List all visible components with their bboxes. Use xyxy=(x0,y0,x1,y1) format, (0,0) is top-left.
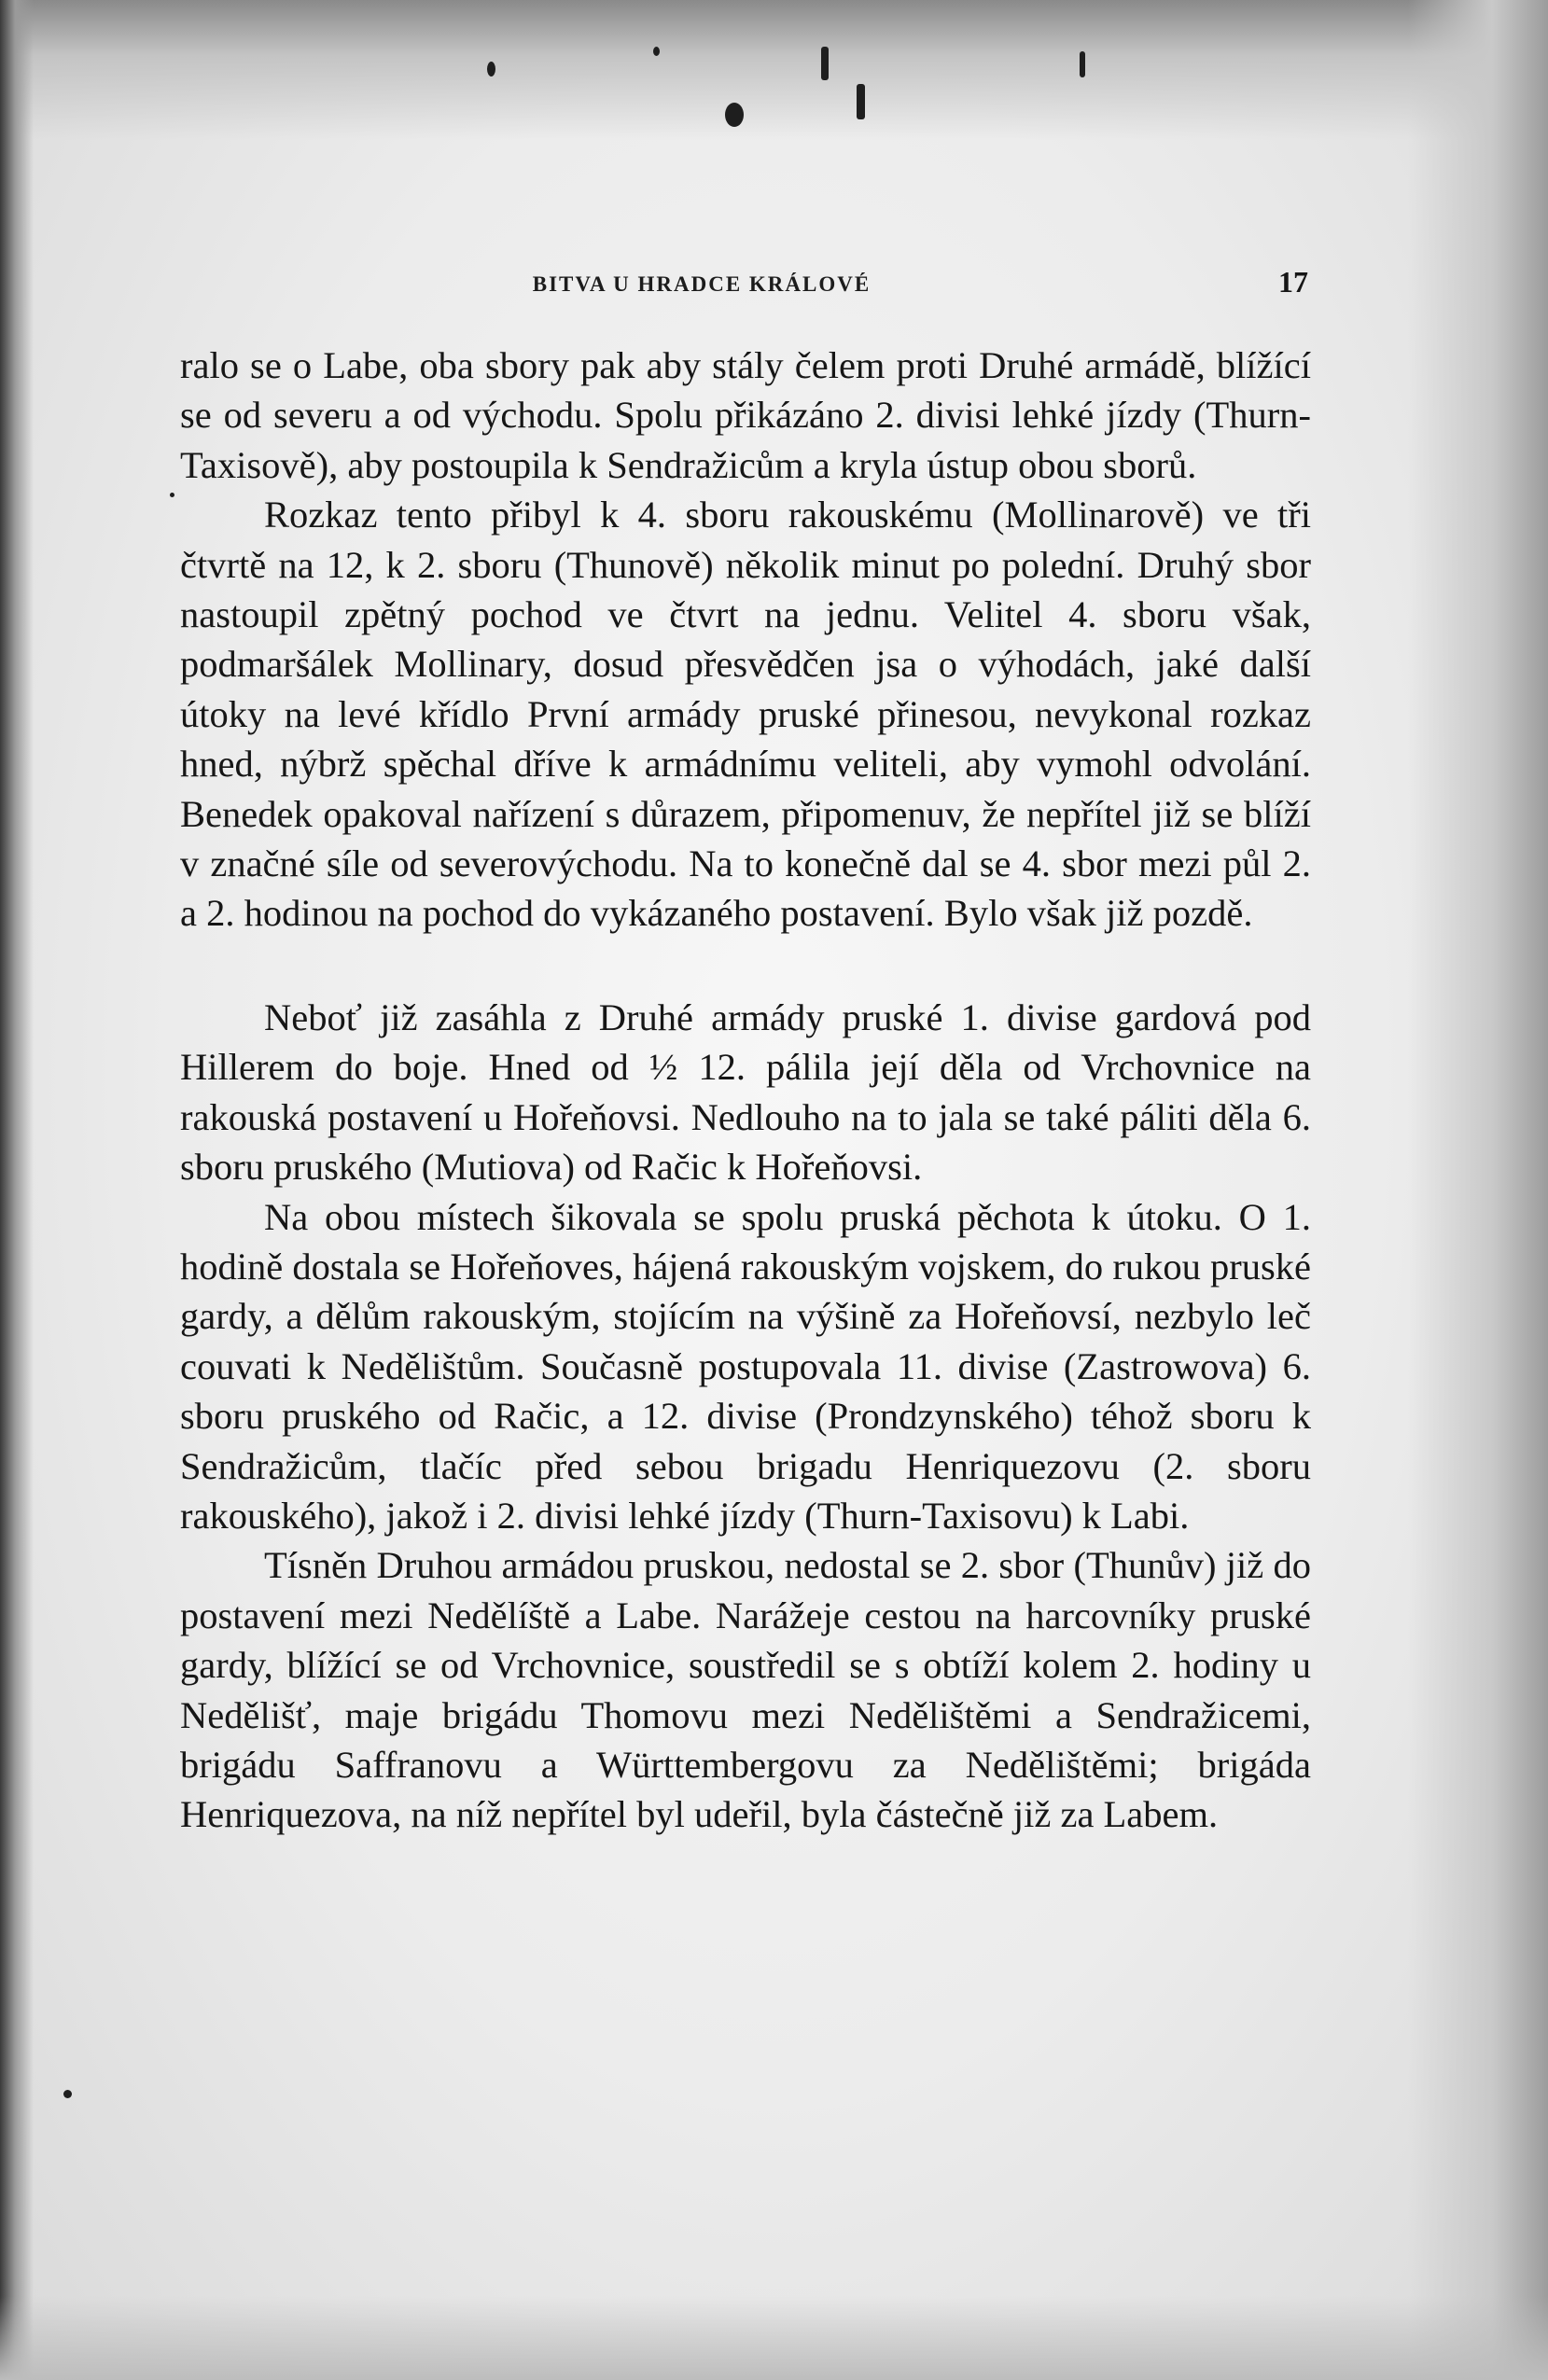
ink-speck xyxy=(170,493,174,497)
ink-speck xyxy=(857,84,865,119)
body-text xyxy=(180,341,1311,1840)
page-header xyxy=(177,267,1316,304)
paragraph: ralo se o Labe, oba sbory pak aby stály čelem proti Druhé armádě, blížící se od severu a od východu. Spolu přikázáno 2. divisi lehké jízdy (Thurn-Taxisově), aby postoupila k Sendražicům a kryla ústup obou sborů. xyxy=(180,344,1311,486)
running-title: BITVA U HRADCE KRÁLOVÉ xyxy=(532,272,872,296)
ink-speck xyxy=(653,47,660,56)
scan-shadow-right xyxy=(1408,0,1548,2380)
scan-shadow-bottom xyxy=(0,2296,1548,2380)
scan-shadow-top xyxy=(0,0,1548,140)
scan-shadow-left xyxy=(0,0,34,2380)
ink-speck xyxy=(821,47,829,80)
paragraph: Neboť již zasáhla z Druhé armády pruské 1. divise gardová pod Hillerem do boje. Hned od ½ 12. pálila její děla od Vrchovnice na rakouská postavení u Hořeňovsi. Nedlouho na to jala se také páliti děla 6. sboru pruského (Mutiova) od Račic k Hořeňovsi. xyxy=(180,995,1311,1189)
paragraph: Rozkaz tento přibyl k 4. sboru rakouskému (Mollinarově) ve tři čtvrtě na 12, k 2. sboru (Thunově) několik minut po polední. Druhý sbor nastoupil zpětný pochod ve čtvrt na jednu. Velitel 4. sboru však, podmaršálek Mollinary, dosud přesvědčen jsa o výhodách, jaké další útoky na levé křídlo První armády pruské přinesou, nevykonal rozkaz hned, nýbrž spěchal dříve k armádnímu veliteli, aby vymohl odvolání. Benedek opakoval nařízení s důrazem, připomenuv, že nepřítel již se blíží v značné síle od severovýchodu. Na to konečně dal se 4. sbor mezi půl 2. a 2. hodinou na pochod do vykázaného postavení. Bylo však již pozdě. xyxy=(180,494,1311,935)
paragraph: Tísněn Druhou armádou pruskou, nedostal se 2. sbor (Thunův) již do postavení mezi Nedělíště a Labe. Narážeje cestou na harcovníky pruské gardy, blížící se od Vrchovnice, soustředil se s obtíží kolem 2. hodiny u Nedělišť, maje brigádu Thomovu mezi Nedělištěmi a Sendražicemi, brigádu Saffranovu a Württembergovu za Nedělištěmi; brigáda Henriquezova, na níž nepřítel byl udeřil, byla částečně již za Labem. xyxy=(180,1544,1311,1836)
ink-speck xyxy=(487,62,495,77)
ink-speck xyxy=(63,2090,72,2098)
page-number: 17 xyxy=(1278,265,1308,299)
paragraph: Na obou místech šikovala se spolu pruská pěchota k útoku. O 1. hodině dostala se Hořeňoves, hájená rakouským vojskem, do rukou pruské gardy, a dělům rakouským, stojícím na výšině za Hořeňovsí, nezbylo leč couvati k Nedělištům. Současně postupovala 11. divise (Zastrowova) 6. sboru pruského od Račic, a 12. divise (Prondzynského) téhož sboru k Sendražicům, tlačíc před sebou brigadu Henriquezovu (2. sboru rakouského), jakož i 2. divisi lehké jízdy (Thurn-Taxisovu) k Labi. xyxy=(180,1195,1311,1537)
ink-speck xyxy=(1080,51,1085,77)
ink-speck xyxy=(725,103,744,127)
